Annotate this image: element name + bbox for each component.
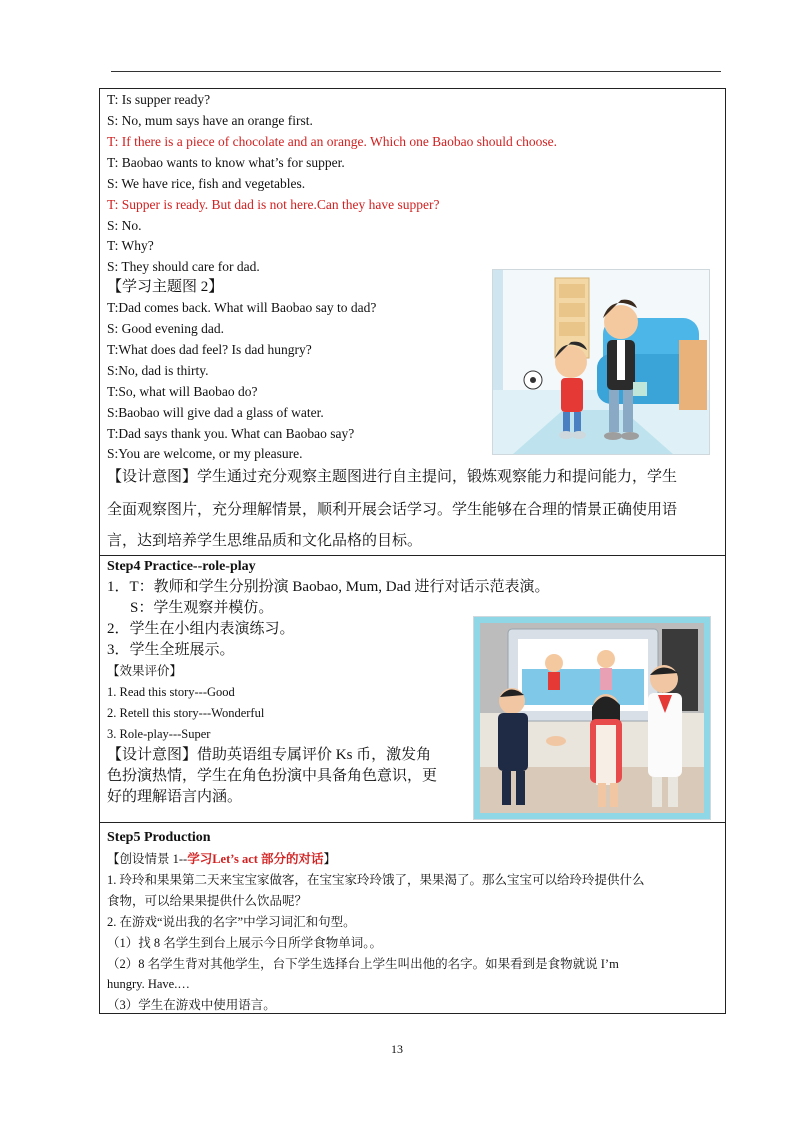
- dialogue-line: T:So, what will Baobao do?: [107, 384, 258, 399]
- design-intent-label: 【设计意图】: [107, 469, 198, 485]
- evaluation-item: 3. Role-play---Super: [107, 727, 211, 741]
- theme-picture-label: 【学习主题图 2】: [107, 279, 224, 295]
- design-intent-line: 言，达到培养学生思维品质和文化品格的目标。: [107, 533, 423, 549]
- production-line: （2）8 名学生背对其他学生，台下学生选择台上学生叫出他的名字。如果看到是食物就说 I’m: [107, 957, 619, 971]
- dialogue-line: T: Baobao wants to know what’s for supper.: [107, 155, 345, 170]
- evaluation-item: 1. Read this story---Good: [107, 685, 235, 699]
- dialogue-line: T: Is supper ready?: [107, 92, 211, 107]
- dialogue-line: T:What does dad feel? Is dad hungry?: [107, 342, 312, 357]
- dialogue-line: T:Dad says thank you. What can Baobao say?: [107, 426, 355, 441]
- dialogue-line: S: Good evening dad.: [107, 321, 224, 336]
- theme-illustration: [492, 269, 710, 455]
- dialogue-line: S: No.: [107, 218, 142, 233]
- dialogue-line: S: We have rice, fish and vegetables.: [107, 176, 306, 191]
- design-intent-line: 好的理解语言内涵。: [107, 789, 243, 805]
- practice-item: S：学生观察并模仿。: [130, 600, 274, 616]
- dialogue-line: T:Dad comes back. What will Baobao say to dad?: [107, 300, 377, 315]
- production-line: （3）学生在游戏中使用语言。: [107, 998, 276, 1012]
- design-intent-line: 色扮演热情，学生在角色扮演中具备角色意识，更: [107, 768, 438, 784]
- evaluation-item: 2. Retell this story---Wonderful: [107, 706, 265, 720]
- production-line: 食物，可以给果果提供什么饮品呢？: [107, 894, 308, 908]
- dialogue-line: S: They should care for dad.: [107, 259, 260, 274]
- practice-item: 3．学生全班展示。: [107, 642, 235, 658]
- design-intent-line: 【设计意图】借助英语组专属评价 Ks 币，激发角: [107, 747, 432, 763]
- production-cell: [99, 822, 726, 1014]
- production-line: 2. 在游戏“说出我的名字”中学习词汇和句型。: [107, 915, 356, 929]
- dialogue-line-highlight: T: Supper is ready. But dad is not here.Can they have supper?: [107, 197, 440, 212]
- page-number: 13: [391, 1042, 403, 1056]
- practice-cell: [99, 555, 726, 823]
- dialogue-line: S:Baobao will give dad a glass of water.: [107, 405, 324, 420]
- dialogue-line: S:No, dad is thirty.: [107, 363, 209, 378]
- design-intent-line: 全面观察图片，充分理解情景，顺利开展会话学习。学生能够在合理的情景正确使用语: [107, 502, 678, 518]
- design-intent-line: 【设计意图】学生通过充分观察主题图进行自主提问，锻炼观察能力和提问能力，学生: [107, 469, 678, 485]
- step5-title: Step5 Production: [107, 830, 211, 845]
- dialogue-line: T: Why?: [107, 238, 154, 253]
- dialogue-line-highlight: T: If there is a piece of chocolate and an orange. Which one Baobao should choose.: [107, 134, 558, 149]
- classroom-photo: [473, 616, 711, 820]
- design-intent-label: 【设计意图】: [107, 747, 198, 763]
- practice-item: 1．T：教师和学生分别扮演 Baobao, Mum, Dad 进行对话示范表演。: [107, 579, 550, 595]
- header-rule: [111, 71, 721, 72]
- dialogue-line: S: No, mum says have an orange first.: [107, 113, 313, 128]
- practice-item: 2．学生在小组内表演练习。: [107, 621, 295, 637]
- step4-title: Step4 Practice--role-play: [107, 559, 256, 574]
- dialogue-cell: [99, 88, 726, 556]
- production-line: 1. 玲玲和果果第二天来宝宝家做客，在宝宝家玲玲饿了，果果渴了。那么宝宝可以给玲玲提供什么: [107, 873, 645, 887]
- dialogue-line: S:You are welcome, or my pleasure.: [107, 446, 303, 461]
- production-line: hungry. Have.…: [107, 977, 190, 991]
- evaluation-label: 【效果评价】: [107, 664, 183, 678]
- scene-label: 【创设情景 1--学习Let’s act 部分的对话】: [107, 852, 337, 866]
- scene-highlight: 学习Let’s act 部分的对话: [187, 852, 324, 866]
- production-line: （1）找 8 名学生到台上展示今日所学食物单词。。: [107, 936, 383, 950]
